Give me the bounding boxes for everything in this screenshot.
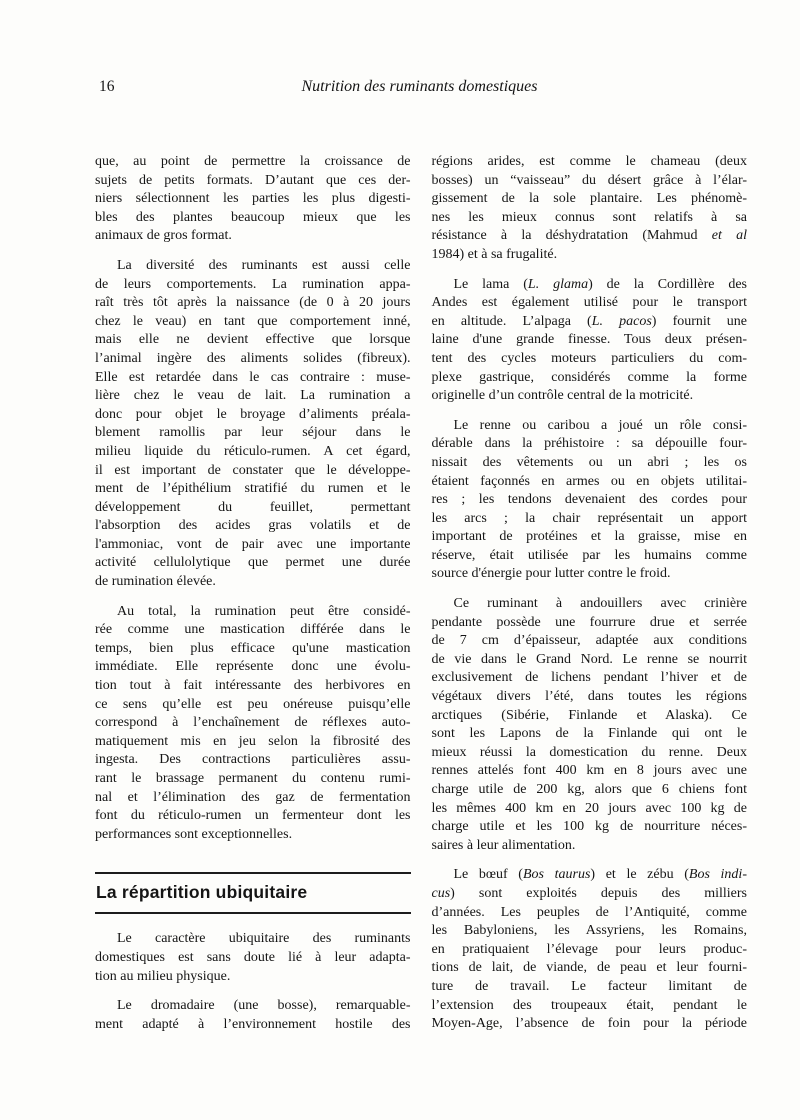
text-line bbox=[432, 172, 748, 191]
body-text: Au total, la rumination peut être considé- bbox=[117, 603, 411, 619]
body-text: ture de travail. Le facteur limitant de bbox=[431, 978, 747, 994]
text-line bbox=[95, 424, 411, 443]
body-text: de vie dans le Grand Nord. Le renne se nourrit bbox=[431, 651, 747, 667]
body-text: Le renne ou caribou a joué un rôle consi- bbox=[453, 417, 747, 433]
body-text: domestiques est sans doute lié à leur adapta- bbox=[95, 949, 411, 965]
body-text: plexe gastrique, considérés comme la forme bbox=[431, 369, 747, 385]
text-line bbox=[432, 528, 748, 547]
body-text: correspond à l’enchaînement de réflexes auto- bbox=[95, 715, 411, 731]
text-line bbox=[95, 294, 411, 313]
text-line bbox=[432, 387, 748, 406]
text-line bbox=[95, 751, 411, 770]
running-title: Nutrition des ruminants domestiques bbox=[301, 78, 538, 95]
text-line bbox=[95, 621, 411, 640]
text-line bbox=[95, 826, 411, 845]
italic-text: Bos taurus bbox=[522, 867, 591, 883]
text-line bbox=[95, 190, 411, 209]
text-line bbox=[95, 658, 411, 677]
body-text: Le dromadaire (une bosse), remarquable- bbox=[117, 998, 411, 1014]
text-line bbox=[95, 350, 411, 369]
paragraph bbox=[95, 603, 411, 845]
text-line bbox=[95, 1016, 411, 1035]
body-text: Elle est retardée dans le cas contraire : muse- bbox=[95, 369, 411, 385]
paragraph bbox=[95, 930, 411, 986]
body-text: activité cellulolytique que permet une durée bbox=[95, 555, 411, 571]
body-text: donc pour objet le broyage d’aliments préala- bbox=[95, 406, 411, 422]
text-line bbox=[432, 818, 748, 837]
text-line bbox=[432, 688, 748, 707]
body-text: pendante possède une fourrure drue et serrée bbox=[431, 614, 747, 630]
text-line bbox=[432, 153, 748, 172]
text-line bbox=[432, 837, 748, 856]
text-line bbox=[95, 480, 411, 499]
text-line bbox=[95, 499, 411, 518]
text-line bbox=[432, 1015, 748, 1034]
body-text: rée comme une mastication différée dans le bbox=[95, 622, 411, 638]
text-line bbox=[95, 696, 411, 715]
body-text: sujets de petits formats. D’autant que ces der- bbox=[95, 172, 411, 188]
paragraph bbox=[432, 595, 748, 855]
body-text: mieux réussi la domestication du renne. Deux bbox=[431, 744, 747, 760]
text-line bbox=[432, 781, 748, 800]
body-text: ) sont exploités depuis des milliers bbox=[450, 885, 747, 901]
body-text: en altitude. L’alpaga ( bbox=[431, 313, 592, 329]
paragraph bbox=[432, 276, 748, 406]
text-line bbox=[432, 922, 748, 941]
text-line bbox=[95, 573, 411, 592]
text-line bbox=[95, 387, 411, 406]
text-line bbox=[95, 517, 411, 536]
body-text: ce sens qu’elle est peu onéreuse puisqu’elle bbox=[95, 696, 411, 712]
text-line bbox=[95, 257, 411, 276]
body-text: saires à leur alimentation. bbox=[431, 837, 576, 853]
text-line bbox=[432, 595, 748, 614]
text-line bbox=[95, 227, 411, 246]
text-line bbox=[95, 603, 411, 622]
body-text: lière chez le veau de lait. La rumination a bbox=[95, 388, 411, 404]
paragraph bbox=[432, 153, 748, 265]
body-text: ingesta. Des contractions particulières assu- bbox=[95, 752, 411, 768]
text-line bbox=[432, 565, 748, 584]
body-text: chez le veau) en tant que comportement inné, bbox=[95, 313, 411, 329]
italic-text: et al bbox=[711, 228, 747, 244]
text-line bbox=[95, 733, 411, 752]
text-line bbox=[432, 473, 748, 492]
body-text: tion au milieu physique. bbox=[95, 968, 231, 984]
body-text: ) fournit une bbox=[651, 313, 748, 329]
section-heading-title: La répartition ubiquitaire bbox=[96, 882, 308, 903]
text-line bbox=[432, 997, 748, 1016]
text-line bbox=[95, 997, 411, 1016]
text-line bbox=[432, 707, 748, 726]
italic-text: Bos indi- bbox=[688, 867, 747, 883]
text-line bbox=[432, 276, 748, 295]
body-text: régions arides, est comme le chameau (deux bbox=[431, 154, 747, 169]
text-line bbox=[432, 510, 748, 529]
body-text: animaux de gros format. bbox=[95, 228, 232, 244]
body-text: originelle d’un contrôle central de la motricité. bbox=[431, 388, 694, 404]
body-text: tent des cycles moteurs particuliers du com- bbox=[431, 350, 747, 366]
text-line bbox=[432, 190, 748, 209]
body-text: La diversité des ruminants est aussi celle bbox=[117, 257, 411, 273]
text-line bbox=[95, 714, 411, 733]
body-text: de rumination élevée. bbox=[95, 574, 216, 590]
body-text: bosses) un “vaisseau” du désert grâce à l’élar- bbox=[431, 172, 747, 188]
body-text: Le caractère ubiquitaire des ruminants bbox=[117, 931, 411, 947]
text-line bbox=[95, 313, 411, 332]
body-text: ment adapté à l’environnement hostile des bbox=[95, 1016, 411, 1032]
text-line bbox=[95, 153, 411, 172]
body-text: nissait des vêtements ou un abri ; les os bbox=[431, 454, 747, 470]
body-text: charge utile et les 100 kg de nourriture néces- bbox=[431, 819, 747, 835]
body-text: nes les mieux connus sont relatifs à sa bbox=[431, 209, 747, 225]
text-line bbox=[432, 227, 748, 246]
body-text: arctiques (Sibérie, Finlande et Alaska). Ce bbox=[431, 707, 747, 723]
body-text: tions de lait, de viande, de peau et leur fourni- bbox=[431, 960, 747, 976]
text-line bbox=[432, 313, 748, 332]
body-text: de leurs comportements. La rumination appa- bbox=[95, 276, 411, 292]
body-text: ) et le zébu ( bbox=[590, 867, 689, 883]
body-text: laine d'une grande finesse. Tous deux présen- bbox=[431, 332, 747, 348]
text-line bbox=[432, 435, 748, 454]
body-text: Andes est également utilisé pour le transport bbox=[431, 295, 747, 311]
text-line bbox=[95, 789, 411, 808]
text-line bbox=[95, 443, 411, 462]
text-line bbox=[432, 866, 748, 885]
text-line bbox=[432, 725, 748, 744]
text-line bbox=[432, 417, 748, 436]
text-line bbox=[432, 941, 748, 960]
body-text: font du réticulo-rumen un fermenteur dont les bbox=[95, 808, 411, 824]
body-text: résistance à la déshydratation (Mahmud bbox=[431, 228, 712, 244]
text-line bbox=[95, 968, 411, 987]
body-text: les arcs ; la chair représentait un apport bbox=[431, 510, 747, 526]
body-text: l’extension des troupeaux était, pendant le bbox=[431, 997, 747, 1013]
body-text: gissement de la sole plantaire. Les phénomè- bbox=[431, 191, 747, 207]
italic-text: L. pacos bbox=[591, 313, 652, 329]
body-text: l’animal ingère des aliments solides (fibreux). bbox=[95, 350, 411, 366]
body-text: niers sélectionnent les parties les plus digesti- bbox=[95, 191, 411, 207]
text-line bbox=[432, 614, 748, 633]
text-line bbox=[432, 632, 748, 651]
body-text: rennes attelés font 400 km en 8 jours avec une bbox=[431, 763, 747, 779]
body-text: Moyen-Age, l’absence de foin pour la période bbox=[431, 1016, 747, 1032]
body-text: réserve, était utilisée par les humains comme bbox=[431, 547, 747, 563]
text-line bbox=[432, 547, 748, 566]
left-column bbox=[95, 153, 411, 1045]
body-text: res ; les tendons devenaient des cordes pour bbox=[431, 492, 747, 508]
paragraph bbox=[432, 417, 748, 584]
section-heading bbox=[95, 872, 411, 914]
text-line bbox=[432, 762, 748, 781]
body-text: mais elle ne devient effective que lorsque bbox=[95, 332, 411, 348]
paragraph bbox=[432, 866, 748, 1033]
body-text: végétaux divers l’été, dans toutes les régions bbox=[431, 689, 747, 705]
body-text: milieu liquide du réticulo-rumen. A cet égard, bbox=[95, 443, 411, 459]
text-line bbox=[432, 331, 748, 350]
body-text: en pratiquaient l’élevage pour leurs produc- bbox=[431, 941, 747, 957]
italic-text: cus bbox=[431, 885, 451, 901]
italic-text: L. glama bbox=[527, 276, 589, 292]
text-line bbox=[95, 276, 411, 295]
text-line bbox=[432, 651, 748, 670]
body-text: charge utile de 200 kg, alors que 6 chiens font bbox=[431, 782, 747, 797]
body-text: étaient façonnés en armes ou en objets utilitai- bbox=[431, 473, 747, 489]
text-line bbox=[432, 669, 748, 688]
page-number: 16 bbox=[99, 78, 115, 95]
body-text: dérable dans la préhistoire : sa dépouille four- bbox=[431, 436, 747, 452]
body-text: raît très tôt après la naissance (de 0 à 20 jours bbox=[95, 295, 411, 311]
body-text: l'absorption des acides gras volatils et de bbox=[95, 518, 411, 534]
text-line bbox=[432, 885, 748, 904]
paragraph bbox=[95, 997, 411, 1034]
text-line bbox=[95, 209, 411, 228]
text-line bbox=[95, 949, 411, 968]
text-line bbox=[432, 491, 748, 510]
body-text: important de protéines et la graisse, mise en bbox=[431, 529, 747, 545]
text-line bbox=[95, 770, 411, 789]
body-text: 1984) et à sa frugalité. bbox=[431, 246, 558, 262]
text-line bbox=[95, 807, 411, 826]
body-text: tion tout à fait intéressante des herbivores en bbox=[95, 678, 411, 694]
text-line bbox=[95, 536, 411, 555]
paragraph bbox=[95, 153, 411, 246]
body-text: Ce ruminant à andouillers avec crinière bbox=[453, 596, 747, 612]
text-line bbox=[95, 172, 411, 191]
body-text: nal et l’élimination des gaz de fermentation bbox=[95, 789, 411, 805]
body-text: développement du feuillet, permettant bbox=[95, 499, 411, 515]
text-line bbox=[432, 246, 748, 265]
text-line bbox=[432, 454, 748, 473]
body-text: les mêmes 400 km en 20 jours avec 100 kg de bbox=[431, 800, 747, 816]
body-text: Le lama ( bbox=[453, 276, 528, 292]
body-text: ) de la Cordillère des bbox=[588, 276, 747, 292]
text-line bbox=[432, 800, 748, 819]
body-text: Le bœuf ( bbox=[453, 867, 523, 883]
text-line bbox=[432, 294, 748, 313]
body-text: d’années. Les peuples de l’Antiquité, comme bbox=[431, 904, 747, 920]
right-column bbox=[432, 153, 748, 1045]
body-text: bles des plantes beaucoup mieux que les bbox=[95, 209, 411, 225]
body-text: ment de l’épithélium stratifié du rumen et le bbox=[95, 481, 411, 497]
body-text: l'ammoniac, vont de pair avec une importante bbox=[95, 536, 411, 552]
text-line bbox=[95, 369, 411, 388]
body-text: rant le brassage permanent du contenu rumi- bbox=[95, 771, 411, 786]
body-text: sont les Lapons de la Finlande qui ont le bbox=[431, 726, 747, 742]
body-text: les Babyloniens, les Assyriens, les Romains, bbox=[431, 923, 747, 939]
text-line bbox=[95, 331, 411, 350]
text-line bbox=[432, 959, 748, 978]
body-text: temps, bien plus efficace qu'une mastication bbox=[95, 640, 411, 656]
text-line bbox=[432, 744, 748, 763]
text-line bbox=[95, 930, 411, 949]
body-text: performances sont exceptionnelles. bbox=[95, 826, 293, 842]
text-line bbox=[95, 406, 411, 425]
body-text: il est important de constater que le développe- bbox=[95, 462, 411, 478]
body-text: matiquement mis en jeu selon la fibrosité des bbox=[95, 733, 411, 749]
text-line bbox=[432, 209, 748, 228]
body-text: blement ramollis par leur séjour dans le bbox=[95, 425, 411, 441]
paragraph bbox=[95, 257, 411, 592]
text-line bbox=[432, 350, 748, 369]
body-text: que, au point de permettre la croissance de bbox=[95, 154, 411, 169]
body-text: de 7 cm d’épaisseur, adaptée aux conditions bbox=[431, 633, 747, 649]
body-text: source d'énergie pour lutter contre le froid. bbox=[431, 566, 671, 582]
text-line bbox=[432, 978, 748, 997]
body-text: exclusivement de lichens pendant l’hiver et de bbox=[431, 670, 747, 686]
text-line bbox=[95, 554, 411, 573]
page-header bbox=[0, 78, 800, 98]
text-line bbox=[432, 369, 748, 388]
text-line bbox=[95, 677, 411, 696]
heading-rule-bottom bbox=[95, 912, 411, 914]
body-text: immédiate. Elle représente donc une évolu- bbox=[95, 659, 411, 675]
page-content bbox=[0, 153, 800, 1045]
text-line bbox=[95, 462, 411, 481]
text-line bbox=[95, 640, 411, 659]
text-line bbox=[432, 904, 748, 923]
